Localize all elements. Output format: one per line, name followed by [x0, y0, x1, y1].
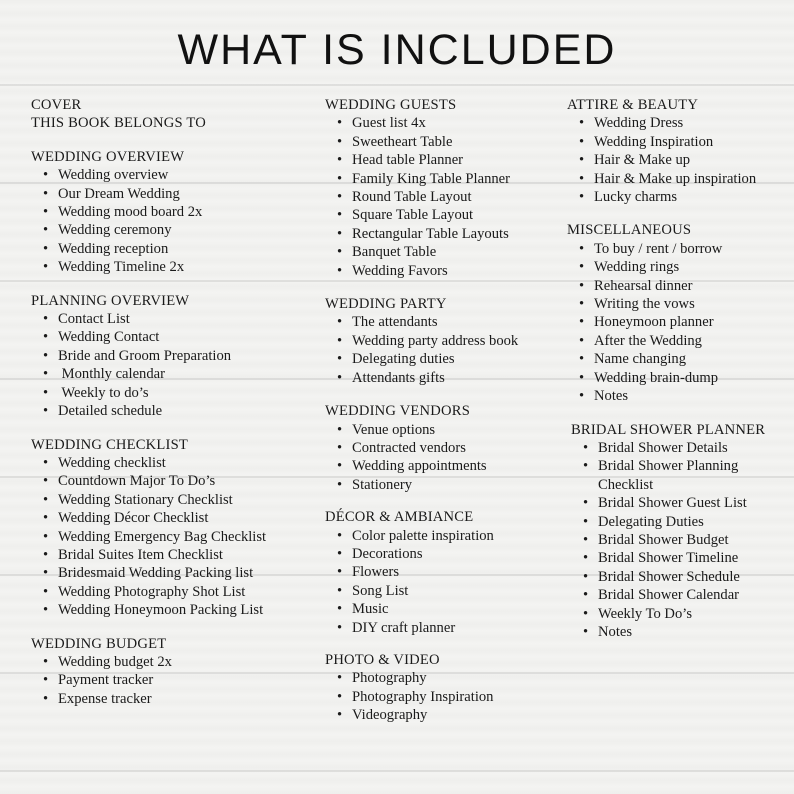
section-decor-ambiance	[325, 508, 565, 637]
list-item: • Wedding Favors	[337, 262, 448, 279]
bullet-icon: •	[43, 347, 49, 364]
bullet-icon: •	[579, 152, 585, 169]
bullet-icon: •	[43, 454, 49, 471]
section-heading: DÉCOR & AMBIANCE	[325, 509, 474, 526]
bullet-icon: •	[337, 458, 343, 475]
list-item: • After the Wedding	[579, 332, 702, 349]
bullet-icon: •	[579, 314, 585, 331]
list-item: • Bridal Shower Details	[583, 439, 728, 456]
item-list	[325, 421, 565, 495]
bullet-icon: •	[337, 262, 343, 279]
section-attire-beauty	[567, 96, 789, 206]
list-item: • Our Dream Wedding	[43, 185, 180, 202]
list-item: • Venue options	[337, 421, 436, 438]
list-item: • Square Table Layout	[337, 207, 474, 224]
bullet-icon: •	[43, 204, 49, 221]
list-item: • Weekly to do’s	[43, 384, 149, 401]
item-list	[31, 166, 301, 276]
list-item: • Delegating duties	[337, 351, 455, 368]
item-list	[325, 669, 565, 724]
list-item: • Bridesmaid Wedding Packing list	[43, 565, 254, 582]
page-title: WHAT IS INCLUDED	[177, 26, 617, 74]
list-item: • Music	[337, 601, 389, 618]
list-item: • Attendants gifts	[337, 369, 445, 386]
list-item: • Bridal Shower Guest List	[583, 495, 747, 512]
list-item: • Wedding appointments	[337, 458, 487, 475]
bullet-icon: •	[337, 476, 343, 493]
section-wedding-overview	[31, 148, 301, 277]
list-item: • Bridal Shower Budget	[583, 531, 729, 548]
column-1	[31, 96, 301, 708]
bullet-icon: •	[43, 510, 49, 527]
bullet-icon: •	[583, 550, 589, 567]
bullet-icon: •	[583, 495, 589, 512]
item-list	[567, 114, 789, 206]
bullet-icon: •	[583, 513, 589, 530]
section-wedding-checklist	[31, 436, 301, 620]
list-item: • Wedding ceremony	[43, 222, 172, 239]
bullet-icon: •	[43, 602, 49, 619]
list-item: • Bride and Groom Preparation	[43, 347, 232, 364]
list-item: • The attendants	[337, 314, 438, 331]
section-heading: THIS BOOK BELONGS TO	[31, 115, 206, 132]
bullet-icon: •	[337, 351, 343, 368]
bullet-icon: •	[337, 225, 343, 242]
list-item: • Notes	[579, 388, 629, 405]
list-item: • Hair & Make up	[579, 152, 691, 169]
list-item: • Rectangular Table Layouts	[337, 225, 509, 242]
bullet-icon: •	[337, 439, 343, 456]
list-item: • Wedding Décor Checklist	[43, 510, 209, 527]
bullet-icon: •	[43, 473, 49, 490]
list-item: • Wedding Photography Shot List	[43, 583, 246, 600]
list-item: • Sweetheart Table	[337, 133, 453, 150]
list-item: • Wedding Contact	[43, 329, 160, 346]
list-item: • Weekly To Do’s	[583, 605, 693, 622]
list-item: • Wedding mood board 2x	[43, 204, 203, 221]
section-heading: BRIDAL SHOWER PLANNER	[571, 421, 766, 438]
bullet-icon: •	[583, 531, 589, 548]
list-item: • Wedding checklist	[43, 454, 166, 471]
bullet-icon: •	[337, 601, 343, 618]
bullet-icon: •	[43, 583, 49, 600]
section-heading: WEDDING PARTY	[325, 296, 447, 313]
list-item: • Bridal Shower Schedule	[583, 568, 740, 585]
bullet-icon: •	[337, 545, 343, 562]
section-heading: PLANNING OVERVIEW	[31, 292, 190, 309]
section-wedding-budget	[31, 635, 301, 709]
list-item: • Wedding Inspiration	[579, 133, 714, 150]
list-item: • Color palette inspiration	[337, 527, 494, 544]
bullet-icon: •	[337, 369, 343, 386]
item-list	[31, 653, 301, 708]
list-item: • Bridal Suites Item Checklist	[43, 546, 223, 563]
bullet-icon: •	[579, 170, 585, 187]
list-item: • Name changing	[579, 351, 686, 368]
bullet-icon: •	[337, 314, 343, 331]
bullet-icon: •	[337, 332, 343, 349]
bullet-icon: •	[579, 189, 585, 206]
section-wedding-party	[325, 295, 565, 387]
bullet-icon: •	[337, 189, 343, 206]
section-heading: ATTIRE & BEAUTY	[567, 97, 699, 113]
section-wedding-guests	[325, 96, 565, 280]
list-item: • Detailed schedule	[43, 403, 163, 420]
list-item: • Wedding party address book	[337, 332, 519, 349]
bullet-icon: •	[579, 277, 585, 294]
list-item: • Wedding brain-dump	[579, 369, 719, 386]
bullet-icon: •	[43, 672, 49, 689]
item-list	[325, 313, 565, 387]
list-item: • Wedding Timeline 2x	[43, 259, 185, 276]
list-item: • Contact List	[43, 311, 130, 328]
bullet-icon: •	[337, 707, 343, 724]
list-item: • Contracted vendors	[337, 439, 466, 456]
list-item: • Countdown Major To Do’s	[43, 473, 216, 490]
bullet-icon: •	[337, 133, 343, 150]
section-miscellaneous	[567, 221, 789, 405]
list-item: • Wedding Stationary Checklist	[43, 491, 233, 508]
bullet-icon: •	[337, 421, 343, 438]
bullet-icon: •	[43, 690, 49, 707]
column-2	[325, 96, 565, 725]
bullet-icon: •	[337, 619, 343, 636]
section-heading: WEDDING GUESTS	[325, 97, 457, 113]
bullet-icon: •	[583, 568, 589, 585]
bullet-icon: •	[579, 133, 585, 150]
list-item: • Hair & Make up inspiration	[579, 170, 757, 187]
list-item: • Family King Table Planner	[337, 170, 511, 187]
bullet-icon: •	[337, 207, 343, 224]
list-item: • Monthly calendar	[43, 366, 165, 383]
list-item: • Writing the vows	[579, 296, 695, 313]
bullet-icon: •	[579, 296, 585, 313]
item-list	[31, 310, 301, 420]
bullet-icon: •	[337, 582, 343, 599]
list-item: • Wedding Honeymoon Packing List	[43, 602, 264, 619]
bullet-icon: •	[43, 384, 49, 401]
bullet-icon: •	[43, 565, 49, 582]
list-item: • Wedding rings	[579, 259, 680, 276]
section-heading: WEDDING VENDORS	[325, 403, 471, 420]
list-item: • Lucky charms	[579, 189, 678, 206]
list-item: • Round Table Layout	[337, 189, 472, 206]
section-cover	[31, 96, 301, 133]
item-list	[567, 240, 789, 406]
bullet-icon: •	[43, 491, 49, 508]
bullet-icon: •	[579, 388, 585, 405]
bullet-icon: •	[43, 366, 49, 383]
list-item: • Bridal Shower Planning Checklist	[583, 458, 739, 493]
bullet-icon: •	[43, 311, 49, 328]
bullet-icon: •	[43, 546, 49, 563]
list-item: • Notes	[583, 623, 633, 640]
bullet-icon: •	[43, 653, 49, 670]
bullet-icon: •	[43, 403, 49, 420]
bullet-icon: •	[579, 369, 585, 386]
list-item: • Delegating Duties	[583, 513, 704, 530]
list-item: • Guest list 4x	[337, 115, 426, 132]
list-item: • Banquet Table	[337, 244, 437, 261]
bullet-icon: •	[579, 115, 585, 132]
bullet-icon: •	[583, 458, 589, 475]
list-item: • Photography	[337, 670, 427, 687]
bullet-icon: •	[579, 332, 585, 349]
bullet-icon: •	[583, 587, 589, 604]
list-item: • Wedding Emergency Bag Checklist	[43, 528, 267, 545]
section-heading: WEDDING CHECKLIST	[31, 436, 189, 453]
list-item: • Decorations	[337, 545, 423, 562]
bullet-icon: •	[583, 439, 589, 456]
section-heading: PHOTO & VIDEO	[325, 651, 440, 668]
section-heading: WEDDING BUDGET	[31, 635, 167, 652]
list-item: • Wedding reception	[43, 240, 169, 257]
section-planning-overview	[31, 292, 301, 421]
bullet-icon: •	[583, 605, 589, 622]
bullet-icon: •	[579, 240, 585, 257]
list-item: • Expense tracker	[43, 690, 152, 707]
section-heading: MISCELLANEOUS	[567, 222, 692, 239]
bullet-icon: •	[583, 623, 589, 640]
bullet-icon: •	[337, 115, 343, 132]
list-item: • Photography Inspiration	[337, 688, 494, 705]
section-heading: WEDDING OVERVIEW	[31, 148, 185, 165]
bullet-icon: •	[579, 259, 585, 276]
section-photo-video	[325, 651, 565, 725]
bullet-icon: •	[337, 244, 343, 261]
bullet-icon: •	[337, 152, 343, 169]
item-list	[325, 114, 565, 280]
item-list	[325, 527, 565, 637]
bullet-icon: •	[337, 564, 343, 581]
section-wedding-vendors	[325, 402, 565, 494]
bullet-icon: •	[43, 259, 49, 276]
list-item: • Wedding overview	[43, 167, 169, 184]
list-item: • Bridal Shower Calendar	[583, 587, 740, 604]
item-list	[571, 439, 789, 641]
list-item: • Flowers	[337, 564, 400, 581]
bullet-icon: •	[337, 170, 343, 187]
list-item: • Song List	[337, 582, 409, 599]
bullet-icon: •	[43, 528, 49, 545]
list-item: • Videography	[337, 707, 428, 724]
bullet-icon: •	[43, 185, 49, 202]
list-item: • Wedding budget 2x	[43, 653, 172, 670]
bullet-icon: •	[43, 329, 49, 346]
bullet-icon: •	[337, 670, 343, 687]
list-item: • Bridal Shower Timeline	[583, 550, 739, 567]
list-item: • To buy / rent / borrow	[579, 240, 723, 257]
list-item: • DIY craft planner	[337, 619, 456, 636]
list-item: • Honeymoon planner	[579, 314, 714, 331]
list-item: • Rehearsal dinner	[579, 277, 693, 294]
list-item: • Payment tracker	[43, 672, 154, 689]
bullet-icon: •	[43, 222, 49, 239]
list-item: • Head table Planner	[337, 152, 464, 169]
bullet-icon: •	[337, 688, 343, 705]
section-heading: COVER	[31, 97, 82, 113]
bullet-icon: •	[337, 527, 343, 544]
list-item: • Wedding Dress	[579, 115, 684, 132]
bullet-icon: •	[43, 240, 49, 257]
column-3	[567, 96, 789, 641]
bullet-icon: •	[579, 351, 585, 368]
item-list	[31, 454, 301, 620]
section-bridal-shower-planner	[571, 421, 789, 642]
bullet-icon: •	[43, 167, 49, 184]
list-item: • Stationery	[337, 476, 412, 493]
